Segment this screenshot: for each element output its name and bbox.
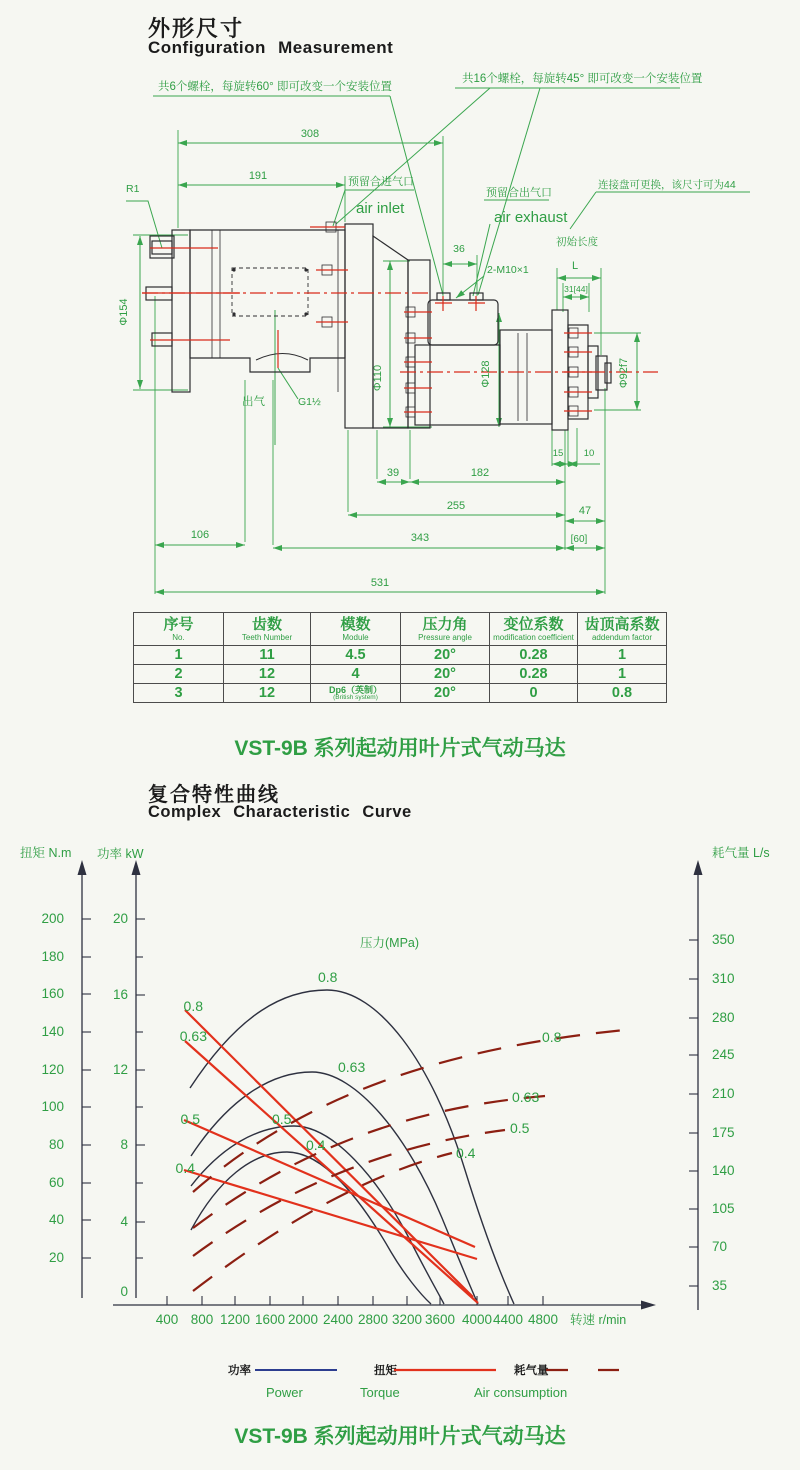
col-header-addendum-zh: 齿顶高系数: [584, 616, 660, 633]
torque-tick: 20: [48, 1250, 64, 1265]
air-tick: 245: [712, 1047, 735, 1062]
chart-axis-ticks: [82, 919, 698, 1305]
air-curve-label: 0.63: [512, 1089, 540, 1105]
dim-36: 36: [453, 243, 465, 255]
torque-tick: 60: [48, 1175, 64, 1190]
dim-531: 531: [370, 577, 390, 589]
x-tick: 2000: [287, 1312, 319, 1327]
col-header-no-en: No.: [172, 633, 185, 642]
col-header-module-en: Module: [342, 633, 369, 642]
torque-lines: [184, 1010, 478, 1303]
cell-angle-1: 20°: [401, 646, 490, 665]
col-header-module-zh: 模数: [340, 616, 371, 633]
air-tick: 140: [712, 1163, 735, 1178]
note-coupling: 连接盘可更换，该尺寸可为44: [598, 179, 736, 191]
power-tick: 16: [112, 987, 128, 1002]
air-inlet-label-en: air inlet: [356, 200, 405, 217]
power-curve-label: 0.5: [272, 1111, 292, 1127]
legend-power-zh: 功率: [228, 1365, 251, 1377]
power-tick: 12: [112, 1062, 128, 1077]
torque-tick: 200: [41, 911, 64, 926]
legend-torque-zh: 扭矩: [374, 1365, 397, 1377]
configuration-drawing: [0, 0, 800, 612]
series-title-bottom: VST-9B 系列起动用叶片式气动马达: [234, 1425, 566, 1448]
cell-angle-3: 20°: [401, 684, 490, 703]
gear-table-header-row: [134, 613, 667, 646]
col-header-teeth-en: Teeth Number: [241, 633, 293, 642]
table-row: [134, 684, 667, 703]
dim-phi154: Φ154: [118, 298, 130, 326]
col-header-no: [134, 613, 224, 646]
torque-tick: 100: [41, 1099, 64, 1114]
col-header-no-zh: 序号: [163, 616, 194, 633]
air-tick: 280: [712, 1010, 735, 1025]
outlet-thread-label: G1½: [298, 396, 321, 408]
chart-legend: [228, 1363, 619, 1400]
torque-axis-title: 扭矩 N.m: [20, 846, 72, 860]
dim-r1: R1: [126, 183, 140, 195]
air-exhaust-label-en: air exhaust: [494, 209, 568, 226]
cell-coeff-1: 0.28: [490, 646, 578, 665]
air-exhaust-label-zh: 预留合出气口: [486, 187, 552, 199]
air-consumption-curves: [193, 1030, 625, 1291]
x-tick: 3600: [424, 1312, 456, 1327]
torque-tick: 140: [41, 1024, 64, 1039]
cell-module-1: 4.5: [311, 646, 401, 665]
legend-torque-en: Torque: [360, 1385, 400, 1400]
cell-module-3-note: (British system): [333, 693, 378, 701]
air-curve-label: 0.4: [456, 1145, 476, 1161]
dim-15: 15: [552, 448, 564, 459]
col-header-pressure-angle-zh: 压力角: [422, 616, 468, 633]
torque-tick: 40: [48, 1212, 64, 1227]
power-axis-title: 功率 kW: [97, 847, 144, 861]
motor-outline: [146, 222, 611, 430]
cell-addendum-2: 1: [578, 665, 667, 684]
legend-air-en: Air consumption: [474, 1385, 568, 1400]
col-header-pressure-angle: [401, 613, 490, 646]
air-axis-title: 耗气量 L/s: [712, 846, 770, 860]
note-left: 共6个螺栓，每旋转60° 即可改变一个安装位置: [158, 81, 392, 93]
dim-47: 47: [578, 505, 592, 517]
col-header-mod-coeff: [490, 613, 578, 646]
cell-no-2: 2: [134, 665, 224, 684]
col-header-teeth: [224, 613, 311, 646]
dim-10: 10: [583, 448, 595, 459]
torque-tick: 160: [41, 986, 64, 1001]
gear-spec-table: [133, 612, 667, 703]
x-tick: 2400: [322, 1312, 354, 1327]
chart-axis-labels: [20, 845, 770, 1327]
col-header-addendum-en: addendum factor: [591, 633, 653, 642]
section2-title-en: Complex Characteristic Curve: [148, 803, 412, 821]
power-tick: 8: [120, 1137, 128, 1152]
cell-coeff-3: 0: [490, 684, 578, 703]
dim-308: 308: [300, 128, 320, 140]
cell-addendum-3: 0.8: [578, 684, 667, 703]
x-tick: 4000: [461, 1312, 493, 1327]
cell-coeff-2: 0.28: [490, 665, 578, 684]
x-axis-title: 转速 r/min: [570, 1313, 627, 1327]
air-tick: 350: [712, 932, 735, 947]
power-curve-label: 0.63: [338, 1059, 366, 1075]
cell-teeth-2: 12: [224, 665, 311, 684]
col-header-mod-coeff-en: modification coefficient: [493, 633, 574, 642]
col-header-module: [311, 613, 401, 646]
air-tick: 210: [712, 1086, 735, 1101]
power-tick: 4: [120, 1214, 128, 1229]
note-right: 共16个螺栓，每旋转45° 即可改变一个安装位置: [462, 73, 703, 85]
dim-phi92: Φ92f7: [618, 357, 630, 389]
air-tick: 35: [712, 1278, 728, 1293]
curve-labels: [176, 935, 562, 1176]
dim-L: L: [571, 260, 579, 272]
drawing-annotations: [118, 71, 736, 589]
x-tick: 4800: [527, 1312, 559, 1327]
pressure-unit-label: 压力(MPa): [360, 936, 420, 950]
col-header-teeth-zh: 齿数: [251, 616, 282, 633]
characteristic-curve-chart: [0, 835, 800, 1410]
dim-60: [60]: [570, 534, 588, 545]
x-tick: 4400: [492, 1312, 524, 1327]
series-title-top: VST-9B 系列起动用叶片式气动马达: [234, 737, 566, 760]
dim-255: 255: [446, 500, 466, 512]
torque-line-label: 0.4: [175, 1160, 195, 1176]
dim-m10: 2-M10×1: [487, 264, 529, 276]
air-tick: 70: [712, 1239, 728, 1254]
air-tick: 310: [712, 971, 735, 986]
power-curve-label: 0.4: [306, 1137, 326, 1153]
cell-angle-2: 20°: [401, 665, 490, 684]
torque-tick: 80: [48, 1137, 64, 1152]
chart-axis-arrows: [78, 860, 703, 1310]
dim-182: 182: [470, 467, 490, 479]
power-tick: 0: [120, 1284, 128, 1299]
cell-teeth-1: 11: [224, 646, 311, 665]
section1-title-en: Configuration Measurement: [148, 38, 394, 57]
air-inlet-label-zh: 预留合进气口: [348, 176, 414, 188]
initial-length-label: 初始长度: [556, 236, 598, 248]
air-curve-label: 0.8: [542, 1029, 562, 1045]
torque-line-label: 0.8: [183, 998, 203, 1014]
x-tick: 2800: [357, 1312, 389, 1327]
x-tick: 1200: [219, 1312, 251, 1327]
cell-module-3: [311, 684, 401, 703]
power-curve-label: 0.8: [318, 969, 338, 985]
x-tick: 1600: [254, 1312, 286, 1327]
cell-module-3-main: Dp6（英制）: [328, 684, 382, 695]
dim-3144: 31[44]: [564, 284, 588, 294]
section1-title-zh: 外形尺寸: [148, 16, 245, 41]
col-header-addendum: [578, 613, 667, 646]
outlet-label-zh: 出气: [242, 396, 265, 408]
legend-power-en: Power: [266, 1385, 303, 1400]
air-tick: 175: [712, 1125, 735, 1140]
col-header-pressure-angle-en: Pressure angle: [418, 633, 472, 642]
col-header-mod-coeff-zh: 变位系数: [503, 616, 564, 633]
power-tick: 20: [112, 911, 128, 926]
cell-addendum-1: 1: [578, 646, 667, 665]
torque-tick: 120: [41, 1062, 64, 1077]
air-curve-label: 0.5: [510, 1120, 530, 1136]
torque-line-label: 0.5: [180, 1111, 200, 1127]
cell-teeth-3: 12: [224, 684, 311, 703]
x-tick: 3200: [391, 1312, 423, 1327]
dim-phi110: Φ110: [372, 364, 384, 392]
x-tick: 400: [155, 1312, 179, 1327]
x-tick: 800: [190, 1312, 214, 1327]
dim-106: 106: [190, 529, 210, 541]
air-tick: 105: [712, 1201, 735, 1216]
table-row: [134, 665, 667, 684]
section2-title-zh: 复合特性曲线: [148, 784, 280, 806]
dim-343: 343: [410, 532, 430, 544]
torque-tick: 180: [41, 949, 64, 964]
cell-no-1: 1: [134, 646, 224, 665]
dim-191: 191: [248, 170, 268, 182]
cell-module-2: 4: [311, 665, 401, 684]
table-row: [134, 646, 667, 665]
cell-no-3: 3: [134, 684, 224, 703]
torque-line-label: 0.63: [179, 1028, 207, 1044]
dim-phi128: Φ128: [480, 360, 492, 388]
legend-air-zh: 耗气量: [514, 1365, 549, 1377]
dim-39: 39: [386, 467, 400, 479]
